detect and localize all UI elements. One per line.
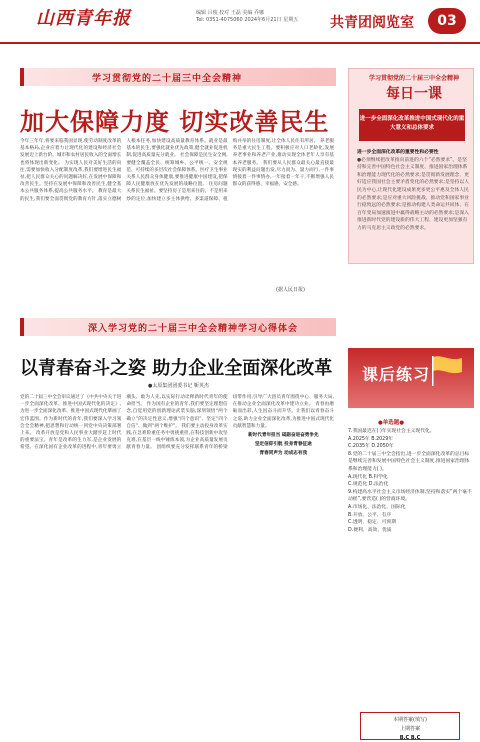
article2-text: 党的二十届三中全会审议通过了《中共中央关于进一步全面深化改革、推进中国式现代化的决定》,为进一步全面深化改革、推进中国式现代化擘画了宏伟蓝图。作为新时代的青年,我们要深入学习领会全会精神,把思想和行动统一到党中央决策部署上来。 改革开放是党和人民事业大踏步赶上时代的重要法宝。青年是改革的生力军,是企业发展的希望。在深化国有企业改革的进程中,青年要勇立潮头、敢为人先,以实际行动诠释新时代青年的使命担当。 作为国有企业的青年,我们要坚定理想信念,自觉用党的创新理论武装头脑,深刻领悟“两个确立”的决定性意义,增强“四个意识”、坚定“四个自信”、做到“两个维护”。 我们要主动投身改革实践,在急难险重任务中勇挑重担,在科技创新中攻坚克难,在基层一线中锤炼本领,为企业高质量发展贡献青春力量。 团组织要充分发挥联系青年的桥梁纽带作用,引导广大团员青年围绕中心、服务大局,在推动企业全面深化改革中建功立业。 青春由磨砺而出彩,人生因奋斗而升华。让我们以青春奋斗之姿,助力企业全面深化改革,为推进中国式现代化贡献智慧和力量。	[20, 395, 334, 451]
homework-banner	[348, 348, 474, 408]
daily-lesson-panel	[348, 68, 474, 264]
newspaper-logo: 山西青年报	[36, 8, 131, 29]
masthead	[0, 0, 480, 44]
page-number: 03	[428, 8, 466, 34]
homework-title: 课后练习	[362, 365, 431, 384]
daily-lesson-kicker: 学习贯彻党的二十届三中全会精神	[368, 75, 459, 82]
article2-banner-text: 深入学习党的二十届三中全会精神学习心得体会	[88, 324, 299, 334]
flag-icon	[428, 354, 468, 388]
article2-subheading-3: 青春同声为 动成志有我	[259, 451, 308, 457]
issue-info	[196, 10, 298, 24]
article2-byline: ●太原集团团委书记 靳英杰	[148, 383, 209, 389]
daily-lesson-text	[357, 149, 469, 233]
answer-value: B.C B.C	[399, 735, 421, 741]
answer-box-note: 本期答案(填写)	[393, 717, 427, 723]
article2-body	[20, 394, 334, 730]
article2-subheading-1: 新时代青年担当 砥砺奋进奋勇争先	[248, 433, 319, 439]
article1-body: 今年三年年,将要来临我国显现,使劳动制度改革的基本格局,企业应着力让现代化的建设和经济社会发展迈上新台阶。城市和农村居民收入的全面增长也将体现出新变化。 为实现人民对美好生活的向往,需要加快收入分配制度改革,我们要增进民生福祉,把人民群众关心的问题解决好,在发展中保障和改善民生。坚持在发展中保障和改善民生,健全基本公共服务体系,提高公共服务水平。 教育是最大的民生,我们要全面贯彻党的教育方针,落实立德树人根本任务,加快建设高质量教育体系。就业是最基本的民生,要强化就业优先政策,健全就业促进机制,促进高质量充分就业。 社会保障是民生安全网,要健全覆盖全民、统筹城乡、公平统一、安全规范、可持续的多层次社会保障体系。医疗卫生事业关系人民群众身体健康,要推进健康中国建设,把保障人民健康放在优先发展的战略位置。 住房问题关系民生福祉。要坚持房子是用来住的、不是用来炒的定位,加快建立多主体供给、多渠道保障、租购并举的住房制度,让全体人民住有所居。 养老服务是重大民生工程。要积极应对人口老龄化,发展养老事业和养老产业,推动实现全体老年人享有基本养老服务。 我们要从人民群众最关心最直接最现实的利益问题出发,尽力而为、量力而行,一件事情接着一件事情办,一年接着一年干,不断增强人民群众的获得感、幸福感、安全感。	[20, 139, 334, 202]
daily-lesson-heading: 进一步全面深化改革的重要性和必要性	[357, 150, 439, 155]
section-name: 共青团阅览室	[330, 15, 414, 31]
article1-banner	[20, 68, 336, 86]
article2-title: 以青春奋斗之姿 助力企业全面深化改革	[20, 358, 333, 379]
article1-source: (据人民日报)	[276, 287, 305, 293]
editor-credits: 编辑 吕俊 校对 王磊 美编 乔娜	[196, 10, 264, 16]
answer-box	[360, 712, 460, 740]
article2-subheading-2: 坚定信仰引航 投身青春征途	[254, 442, 312, 448]
article2-banner	[20, 318, 336, 336]
daily-lesson-topic: 进一步全面深化改革推进中国式现代化的重大意义和总体要求	[359, 109, 465, 141]
article1-title: 加大保障力度 切实改善民生	[20, 107, 330, 136]
article1-banner-text: 学习贯彻党的二十届三中全会精神	[92, 74, 243, 84]
answer-title: 上期答案	[399, 726, 420, 732]
quiz-label: ●单选题●	[378, 420, 405, 426]
quiz-text: 7.我国最迟在( )年实现社会主义现代化。 A.2025年 B.2029年 C.2035年 D.2050年 8.党的二十届三中全会指出,进一步全面深化改革的总目标是继续完善和发展中国特色社会主义制度,推进国家治理体系和治理能力( )。 A.现代化 B.科学化 C.规范化 D.法治化 9.构建高水平社会主义市场经济体制,坚持和落实“两个毫不动摇”,要营造( )的营商环境。 A.市场化、法治化、国际化 B.开放、公平、有序 C.透明、稳定、可预期 D.便利、高效、优质	[348, 429, 472, 533]
daily-lesson-title: 每日一课	[386, 86, 442, 102]
daily-lesson-body: ●必须继续把改革推向前进的六个“必然要求”。是坚持和完善中国特色社会主义制度、推进国家治理体系和治理能力现代化的必然要求;是贯彻新发展理念、更好适应我国社会主要矛盾变化的必然要求;是坚持以人民为中心,让现代化建设成果更多更公平惠及全体人民的必然要求;是应对重大风险挑战、推动党和国家事业行稳致远的必然要求;是推动构建人类命运共同体、在百年变局加速演进中赢得战略主动的必然要求;是深入推进新时代党的建设新的伟大工程、建设更加坚强有力的马克思主义政党的必然要求。	[357, 157, 469, 231]
sidebar	[338, 48, 480, 742]
issue-date: Tel: 0351-4075060 2024年6月21日 星期五	[196, 17, 299, 23]
